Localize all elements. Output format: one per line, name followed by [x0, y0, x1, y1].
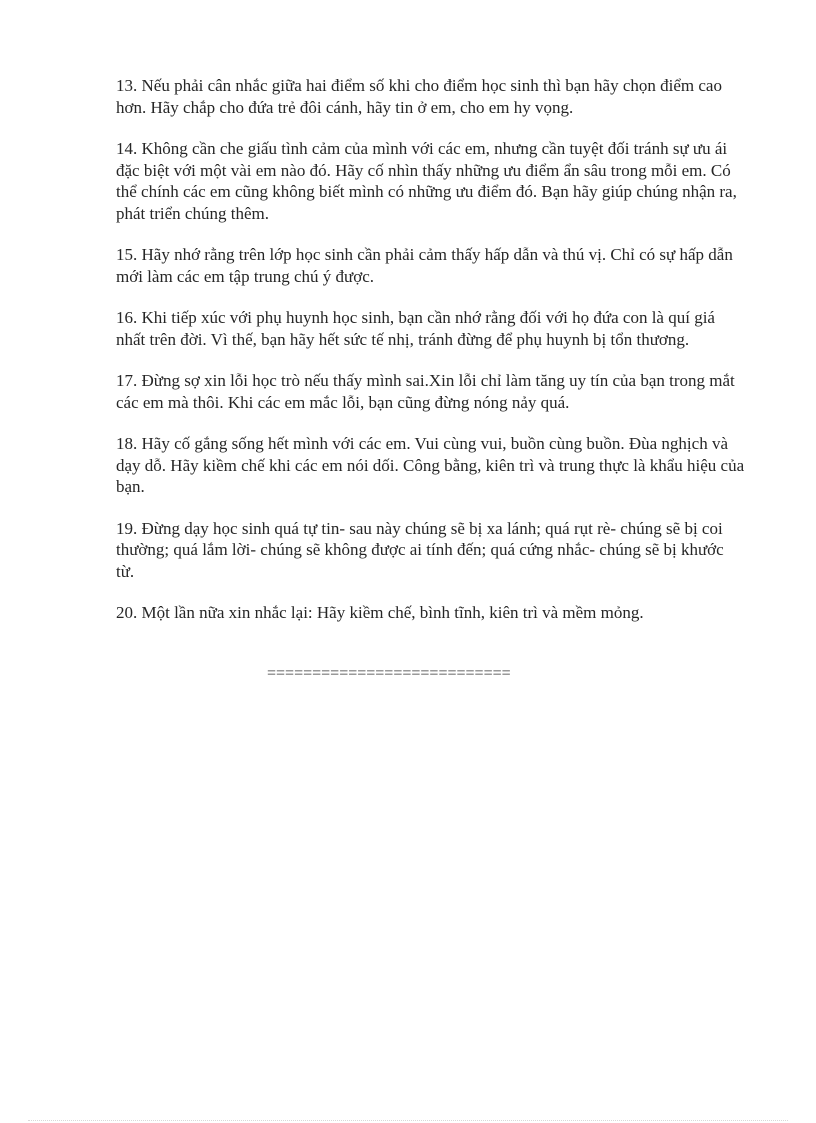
- paragraph-13: 13. Nếu phải cân nhắc giữa hai điểm số khi cho điểm học sinh thì bạn hãy chọn điểm cao hơn. Hãy chắp cho đứa trẻ đôi cánh, hãy tin ở em, cho em hy vọng.: [116, 76, 722, 117]
- page-bottom-border: [28, 1120, 788, 1121]
- document-body: [116, 75, 746, 624]
- separator-line: [0, 665, 816, 688]
- paragraph-14: 14. Không cần che giấu tình cảm của mình với các em, nhưng cần tuyệt đối tránh sự ưu ái đặc biệt với một vài em nào đó. Hãy cố nhìn thấy những ưu điểm ẩn sâu trong mỗi em. Có thể chính các em cũng không biết mình có những ưu điểm đó. Bạn hãy giúp chúng nhận ra, phát triển chúng thêm.: [116, 139, 737, 223]
- paragraph-19: 19. Đừng dạy học sinh quá tự tin- sau này chúng sẽ bị xa lánh; quá rụt rè- chúng sẽ bị coi thường; quá lắm lời- chúng sẽ không được ai tính đến; quá cứng nhắc- chúng sẽ bị khước từ.: [116, 518, 724, 581]
- paragraph-18: 18. Hãy cố gắng sống hết mình với các em. Vui cùng vui, buồn cùng buồn. Đùa nghịch và dạy dỗ. Hãy kiềm chế khi các em nói dối. Công bằng, kiên trì và trung thực là khẩu hiệu của bạn.: [116, 434, 745, 496]
- paragraph-16: 16. Khi tiếp xúc với phụ huynh học sinh, bạn cần nhớ rằng đối với họ đứa con là quí giá nhất trên đời. Vì thế, bạn hãy hết sức tế nhị, tránh đừng để phụ huynh bị tổn thương.: [116, 308, 715, 349]
- paragraph-17: 17. Đừng sợ xin lỗi học trò nếu thấy mình sai.Xin lỗi chỉ làm tăng uy tín của bạn trong mắt các em mà thôi. Khi các em mắc lỗi, bạn cũng đừng nóng nảy quá.: [116, 371, 735, 412]
- paragraph-20: 20. Một lần nữa xin nhắc lại: Hãy kiềm chế, bình tĩnh, kiên trì và mềm mỏng.: [116, 603, 644, 622]
- separator-text: ===========================: [267, 665, 511, 682]
- paragraph-15: 15. Hãy nhớ rằng trên lớp học sinh cần phải cảm thấy hấp dẫn và thú vị. Chỉ có sự hấp dẫn mới làm các em tập trung chú ý được.: [116, 245, 733, 286]
